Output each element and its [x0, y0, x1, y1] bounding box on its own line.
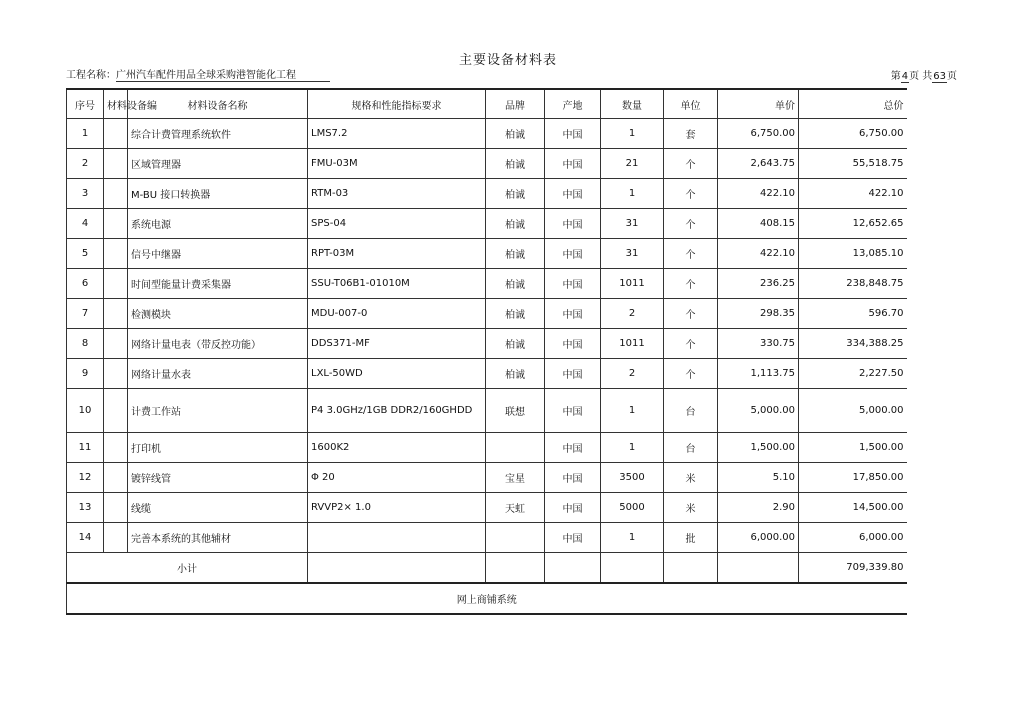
- header-spec: 规格和性能指标要求: [308, 89, 486, 119]
- cell-price: 1,500.00: [718, 433, 799, 463]
- project-label: 工程名称：: [66, 70, 116, 81]
- page-current: 4: [901, 71, 909, 82]
- cell-price: 5.10: [718, 463, 799, 493]
- cell-price: 422.10: [718, 239, 799, 269]
- cell-price: 6,000.00: [718, 523, 799, 553]
- cell-spec: RPT-03M: [308, 239, 486, 269]
- cell-origin: 中国: [545, 239, 601, 269]
- cell-spec: [308, 523, 486, 553]
- cell-price: 2.90: [718, 493, 799, 523]
- materials-table: [66, 88, 907, 615]
- cell-name: 信号中继器: [128, 239, 308, 269]
- cell-total: 596.70: [799, 299, 907, 329]
- cell-qty: 1: [601, 179, 664, 209]
- cell-no: 7: [67, 299, 104, 329]
- cell-name: 系统电源: [128, 209, 308, 239]
- cell-origin: 中国: [545, 149, 601, 179]
- page-indicator: [891, 67, 957, 82]
- cell-qty: 3500: [601, 463, 664, 493]
- cell-qty: 2: [601, 359, 664, 389]
- cell-price: 2,643.75: [718, 149, 799, 179]
- cell-total: 13,085.10: [799, 239, 907, 269]
- cell-price: 408.15: [718, 209, 799, 239]
- cell-code: [104, 359, 128, 389]
- cell-name: 网络计量电表（带反控功能）: [128, 329, 308, 359]
- cell-no: 13: [67, 493, 104, 523]
- cell-origin: 中国: [545, 329, 601, 359]
- cell-brand: 宝星: [486, 463, 545, 493]
- cell-qty: 31: [601, 209, 664, 239]
- cell-name: 网络计量水表: [128, 359, 308, 389]
- table-row: [67, 463, 907, 493]
- cell-price: 330.75: [718, 329, 799, 359]
- cell-no: 2: [67, 149, 104, 179]
- cell-origin: 中国: [545, 389, 601, 433]
- cell-brand: [486, 523, 545, 553]
- cell-qty: 1: [601, 433, 664, 463]
- cell-no: 14: [67, 523, 104, 553]
- cell-name: 完善本系统的其他辅材: [128, 523, 308, 553]
- cell-origin: 中国: [545, 523, 601, 553]
- cell-brand: 柏诚: [486, 269, 545, 299]
- cell-qty: 5000: [601, 493, 664, 523]
- cell-name: 区域管理器: [128, 149, 308, 179]
- cell-total: 1,500.00: [799, 433, 907, 463]
- cell-total: 12,652.65: [799, 209, 907, 239]
- cell-qty: 1011: [601, 269, 664, 299]
- subtotal-empty: [545, 553, 601, 584]
- table-header-row: [67, 89, 907, 119]
- cell-no: 8: [67, 329, 104, 359]
- cell-unit: 个: [664, 329, 718, 359]
- cell-unit: 米: [664, 463, 718, 493]
- cell-code: [104, 433, 128, 463]
- cell-spec: SPS-04: [308, 209, 486, 239]
- cell-total: 2,227.50: [799, 359, 907, 389]
- cell-name: 打印机: [128, 433, 308, 463]
- cell-unit: 个: [664, 359, 718, 389]
- cell-total: 238,848.75: [799, 269, 907, 299]
- subtotal-empty: [486, 553, 545, 584]
- cell-price: 422.10: [718, 179, 799, 209]
- cell-spec: LXL-50WD: [308, 359, 486, 389]
- cell-no: 10: [67, 389, 104, 433]
- cell-origin: 中国: [545, 433, 601, 463]
- cell-no: 11: [67, 433, 104, 463]
- cell-spec: FMU-03M: [308, 149, 486, 179]
- cell-origin: 中国: [545, 299, 601, 329]
- cell-code: [104, 463, 128, 493]
- cell-spec: SSU-T06B1-01010M: [308, 269, 486, 299]
- cell-unit: 批: [664, 523, 718, 553]
- cell-name: 计费工作站: [128, 389, 308, 433]
- cell-unit: 个: [664, 269, 718, 299]
- header-unit: 单位: [664, 89, 718, 119]
- subtotal-empty: [601, 553, 664, 584]
- project-name: [66, 66, 330, 82]
- cell-brand: 柏诚: [486, 359, 545, 389]
- cell-brand: 柏诚: [486, 209, 545, 239]
- header-origin: 产地: [545, 89, 601, 119]
- cell-total: 17,850.00: [799, 463, 907, 493]
- cell-code: [104, 389, 128, 433]
- section-row: [67, 583, 907, 614]
- cell-brand: 柏诚: [486, 149, 545, 179]
- cell-origin: 中国: [545, 359, 601, 389]
- cell-spec: RTM-03: [308, 179, 486, 209]
- cell-brand: 柏诚: [486, 179, 545, 209]
- cell-code: [104, 239, 128, 269]
- cell-no: 6: [67, 269, 104, 299]
- table-row: [67, 433, 907, 463]
- cell-total: 5,000.00: [799, 389, 907, 433]
- cell-origin: 中国: [545, 179, 601, 209]
- cell-unit: 个: [664, 179, 718, 209]
- cell-qty: 1011: [601, 329, 664, 359]
- cell-unit: 台: [664, 433, 718, 463]
- cell-brand: 天虹: [486, 493, 545, 523]
- page-mid: 页 共: [909, 71, 933, 82]
- cell-unit: 个: [664, 299, 718, 329]
- cell-no: 3: [67, 179, 104, 209]
- cell-code: [104, 329, 128, 359]
- cell-code: [104, 209, 128, 239]
- header-brand: 品牌: [486, 89, 545, 119]
- table-row: [67, 179, 907, 209]
- cell-total: 422.10: [799, 179, 907, 209]
- cell-origin: 中国: [545, 209, 601, 239]
- cell-unit: 米: [664, 493, 718, 523]
- cell-no: 9: [67, 359, 104, 389]
- cell-origin: 中国: [545, 119, 601, 149]
- table-row: [67, 523, 907, 553]
- cell-code: [104, 149, 128, 179]
- cell-no: 4: [67, 209, 104, 239]
- cell-qty: 2: [601, 299, 664, 329]
- cell-brand: 联想: [486, 389, 545, 433]
- cell-total: 14,500.00: [799, 493, 907, 523]
- header-no: 序号: [67, 89, 104, 119]
- cell-code: [104, 269, 128, 299]
- table-row: [67, 389, 907, 433]
- cell-spec: Φ 20: [308, 463, 486, 493]
- cell-price: 236.25: [718, 269, 799, 299]
- cell-price: 5,000.00: [718, 389, 799, 433]
- table-row: [67, 209, 907, 239]
- subtotal-empty: [308, 553, 486, 584]
- cell-total: 334,388.25: [799, 329, 907, 359]
- header-total: 总价: [799, 89, 907, 119]
- page-total: 63: [933, 71, 946, 82]
- cell-brand: 柏诚: [486, 329, 545, 359]
- cell-unit: 个: [664, 209, 718, 239]
- cell-spec: RVVP2× 1.0: [308, 493, 486, 523]
- cell-qty: 1: [601, 523, 664, 553]
- cell-name: 时间型能量计费采集器: [128, 269, 308, 299]
- table-row: [67, 329, 907, 359]
- header-name: 材料设备名称: [128, 89, 308, 119]
- cell-origin: 中国: [545, 493, 601, 523]
- subtotal-empty: [664, 553, 718, 584]
- table-row: [67, 359, 907, 389]
- page-suffix: 页: [947, 71, 957, 82]
- cell-no: 1: [67, 119, 104, 149]
- table-row: [67, 119, 907, 149]
- table-row: [67, 269, 907, 299]
- cell-price: 298.35: [718, 299, 799, 329]
- project-value: 广州汽车配件用品全球采购港智能化工程: [116, 66, 330, 82]
- cell-code: [104, 299, 128, 329]
- cell-brand: 柏诚: [486, 299, 545, 329]
- cell-code: [104, 523, 128, 553]
- cell-name: 线缆: [128, 493, 308, 523]
- cell-spec: DDS371-MF: [308, 329, 486, 359]
- cell-unit: 个: [664, 239, 718, 269]
- cell-total: 55,518.75: [799, 149, 907, 179]
- cell-no: 12: [67, 463, 104, 493]
- subtotal-value: 709,339.80: [799, 553, 907, 584]
- cell-code: [104, 493, 128, 523]
- subtotal-empty: [718, 553, 799, 584]
- header-price: 单价: [718, 89, 799, 119]
- cell-origin: 中国: [545, 463, 601, 493]
- cell-name: 综合计费管理系统软件: [128, 119, 308, 149]
- page-prefix: 第: [890, 71, 901, 82]
- cell-price: 6,750.00: [718, 119, 799, 149]
- cell-brand: 柏诚: [486, 239, 545, 269]
- cell-spec: 1600K2: [308, 433, 486, 463]
- cell-unit: 个: [664, 149, 718, 179]
- cell-spec: MDU-007-0: [308, 299, 486, 329]
- cell-name: M-BU 接口转换器: [128, 179, 308, 209]
- header-qty: 数量: [601, 89, 664, 119]
- cell-total: 6,750.00: [799, 119, 907, 149]
- table-row: [67, 239, 907, 269]
- document-title: 主要设备材料表: [458, 53, 557, 68]
- cell-brand: [486, 433, 545, 463]
- table-row: [67, 299, 907, 329]
- cell-brand: 柏诚: [486, 119, 545, 149]
- cell-code: [104, 119, 128, 149]
- cell-unit: 台: [664, 389, 718, 433]
- subtotal-label: 小计: [67, 553, 308, 584]
- cell-spec: LMS7.2: [308, 119, 486, 149]
- cell-origin: 中国: [545, 269, 601, 299]
- cell-qty: 31: [601, 239, 664, 269]
- cell-unit: 套: [664, 119, 718, 149]
- cell-total: 6,000.00: [799, 523, 907, 553]
- cell-spec: P4 3.0GHz/1GB DDR2/160GHDD: [308, 389, 486, 433]
- table-row: [67, 493, 907, 523]
- cell-qty: 1: [601, 389, 664, 433]
- cell-name: 检测模块: [128, 299, 308, 329]
- subtotal-row: [67, 553, 907, 584]
- cell-price: 1,113.75: [718, 359, 799, 389]
- cell-name: 镀锌线管: [128, 463, 308, 493]
- cell-qty: 21: [601, 149, 664, 179]
- cell-qty: 1: [601, 119, 664, 149]
- cell-code: [104, 179, 128, 209]
- table-row: [67, 149, 907, 179]
- header-code: 材料设备编: [104, 89, 128, 119]
- cell-no: 5: [67, 239, 104, 269]
- section-label: 网上商铺系统: [67, 583, 907, 614]
